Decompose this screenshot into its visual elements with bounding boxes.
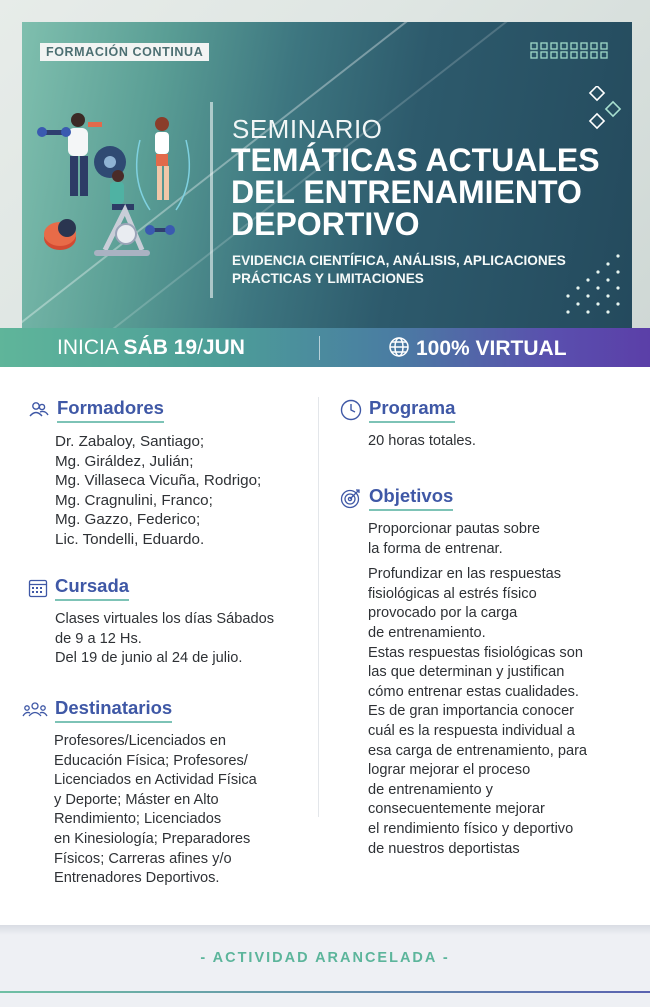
event-type: SEMINARIO [232, 114, 383, 144]
text-line: de 9 a 12 Hs. [55, 630, 142, 647]
content-card [0, 367, 650, 925]
text-line: en Kinesiología; Preparadores [54, 830, 251, 847]
hero-vertical-divider [210, 102, 213, 298]
section-objetivos [340, 486, 587, 859]
target-icon [340, 487, 362, 509]
start-date-band [0, 328, 650, 367]
start-date: INICIA SÁB 19/JUN [57, 336, 245, 359]
text-line: provocado por la carga [368, 605, 518, 622]
text-line: de entrenamiento y [368, 781, 493, 798]
section-title: Cursada [55, 575, 129, 601]
section-formadores [28, 398, 261, 550]
text-line: Del 19 de junio al 24 de julio. [55, 650, 243, 667]
band-divider [319, 336, 320, 360]
text-line: Entrenadores Deportivos. [54, 870, 220, 887]
text-line: y Deporte; Máster en Alto [54, 791, 219, 808]
list-item: Mg. Giráldez, Julián; [55, 452, 194, 470]
formadores-list [55, 432, 261, 550]
text-line: Físicos; Carreras afines y/o [54, 850, 232, 867]
group-icon [22, 700, 48, 720]
clock-icon [340, 399, 362, 421]
fitness-illustration [30, 110, 200, 280]
text-line: las que determinan y justifican [368, 664, 565, 681]
calendar-icon [28, 578, 48, 598]
section-cursada [28, 576, 274, 669]
list-item: Mg. Gazzo, Federico; [55, 511, 201, 529]
seminar-subtitle: EVIDENCIA CIENTÍFICA, ANÁLISIS, APLICACIONES PRÁCTICAS Y LIMITACIONES [232, 253, 566, 286]
programa-text [368, 432, 476, 452]
footer [0, 925, 650, 1007]
text-line: cuál es la respuesta individual a [368, 722, 575, 739]
text-line: Es de gran importancia conocer [368, 703, 575, 720]
text-line: Licenciados en Actividad Física [54, 772, 257, 789]
section-title: Destinatarios [55, 697, 172, 723]
seminar-title: TEMÁTICAS ACTUALES DEL ENTRENAMIENTO DEPORTIVO [231, 142, 600, 242]
objetivos-text [368, 520, 587, 859]
people-icon [28, 400, 50, 420]
text-line: esa carga de entrenamiento, para [368, 742, 588, 759]
text-line: Estas respuestas fisiológicas son [368, 644, 583, 661]
text-line: de nuestros deportistas [368, 840, 520, 857]
list-item: Dr. Zabaloy, Santiago; [55, 433, 205, 450]
modality-label: 100% VIRTUAL [388, 336, 567, 361]
text-line: Profesores/Licenciados en [54, 733, 226, 749]
globe-icon [388, 336, 410, 358]
text-line: el rendimiento físico y deportivo [368, 820, 574, 837]
text-line: Clases virtuales los días Sábados [55, 611, 275, 627]
text-line: Educación Física; Profesores/ [54, 752, 248, 769]
section-title: Programa [369, 397, 455, 423]
section-destinatarios [22, 698, 257, 889]
text-line: la forma de entrenar. [368, 540, 503, 557]
hero-banner [0, 0, 650, 328]
footer-notice: - ACTIVIDAD ARANCELADA - [200, 950, 450, 966]
section-title: Formadores [57, 397, 164, 423]
section-programa [340, 398, 476, 452]
text-line: fisiológicas al estrés físico [368, 585, 537, 602]
category-badge: FORMACIÓN CONTINUA [40, 43, 209, 61]
text-line: consecuentemente mejorar [368, 801, 545, 818]
text-line: 20 horas totales. [368, 433, 476, 449]
text-line: Rendimiento; Licenciados [54, 811, 222, 828]
text-line: Proporcionar pautas sobre [368, 521, 540, 537]
text-line: cómo entrenar estas cualidades. [368, 683, 579, 700]
column-divider [318, 397, 319, 817]
diamond-decoration [586, 86, 632, 132]
section-title: Objetivos [369, 485, 453, 511]
text-line: de entrenamiento. [368, 624, 486, 641]
cursada-text [55, 610, 274, 669]
text-line: Profundizar en las respuestas [368, 566, 562, 583]
dot-grid-decoration [530, 42, 612, 60]
list-item: Lic. Tondelli, Eduardo. [55, 530, 205, 548]
destinatarios-text [54, 732, 257, 889]
list-item: Mg. Cragnulini, Franco; [55, 491, 213, 509]
list-item: Mg. Villaseca Vicuña, Rodrigo; [55, 472, 262, 490]
text-line: lograr mejorar el proceso [368, 762, 531, 779]
footer-shadow [0, 925, 650, 935]
footer-accent-line [0, 991, 650, 993]
